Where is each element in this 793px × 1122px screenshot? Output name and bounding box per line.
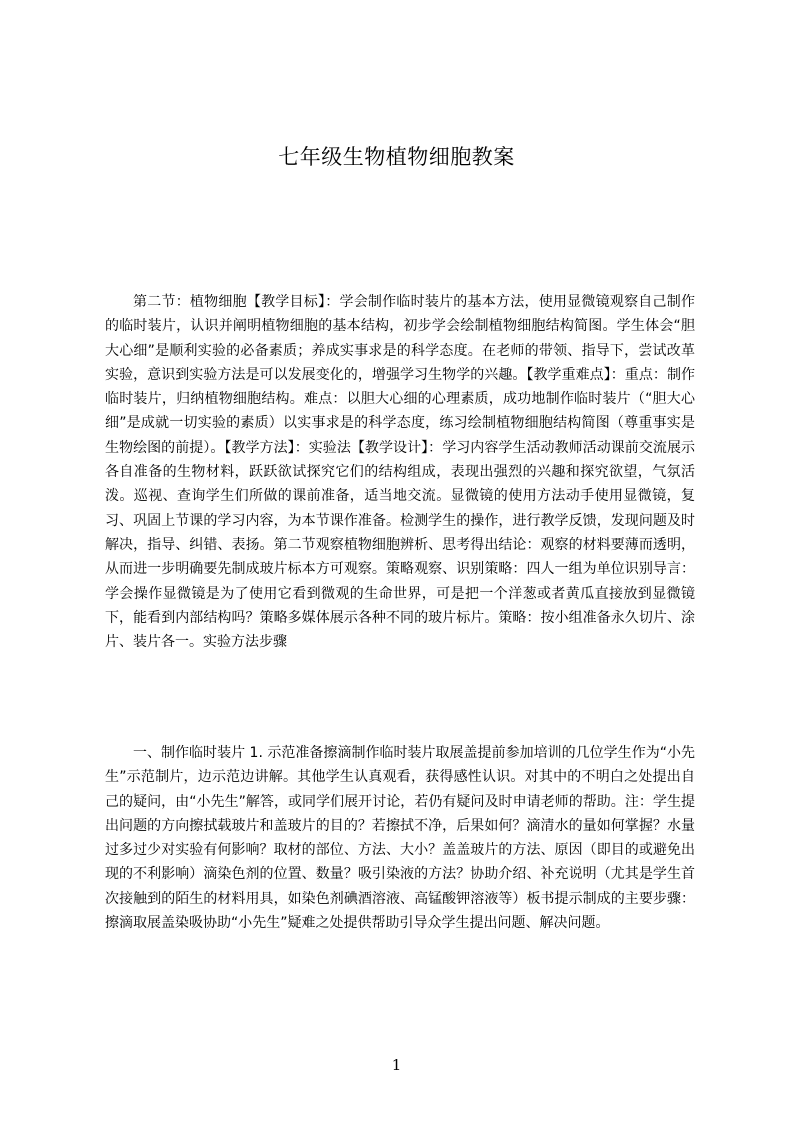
document-title: 七年级生物植物细胞教案 xyxy=(278,145,515,169)
body-paragraph-2: 一、制作临时装片 1. 示范准备擦滴制作临时装片取展盖提前参加培训的几位学生作为“小先生”示范制片，边示范边讲解。其他学生认真观看，获得感性认识。对其中的不明白之处提出自己的疑问，由“小先生”解答，或同学们展开讨论，若仍有疑问及时申请老师的帮助。注：学生提出问题的方向擦拭载玻片和盖玻片的目的？若擦拭不净，后果如何？滴清水的量如何掌握？水量过多过少对实验有何影响？取材的部位、方法、大小？盖盖玻片的方法、原因（即目的或避免出现的不利影响）滴染色剂的位置、数量？吸引染液的方法？协助介绍、补充说明（尤其是学生首次接触到的陌生的材料用具，如染色剂碘酒溶液、高锰酸钾溶液等）板书提示制成的主要步骤：擦滴取展盖染吸协助“小先生”疑难之处提供帮助引导众学生提出问题、解决问题。 xyxy=(105,745,695,932)
body-paragraph-1: 第二节：植物细胞【教学目标】：学会制作临时装片的基本方法，使用显微镜观察自己制作的临时装片，认识并阐明植物细胞的基本结构，初步学会绘制植物细胞结构简图。学生体会“胆大心细”是顺利实验的必备素质；养成实事求是的科学态度。在老师的带领、指导下，尝试改革实验，意识到实验方法是可以发展变化的，增强学习生物学的兴趣。【教学重难点】：重点：制作临时装片，归纳植物细胞结构。难点：以胆大心细的心理素质，成功地制作临时装片（“胆大心细”是成就一切实验的素质）以实事求是的科学态度，练习绘制植物细胞结构简图（尊重事实是生物绘图的前提）。【教学方法】：实验法【教学设计】：学习内容学生活动教师活动课前交流展示各自准备的生物材料，跃跃欲试探究它们的结构组成，表现出强烈的兴趣和探究欲望，气氛活泼。巡视、查询学生们所做的课前准备，适当地交流。显微镜的使用方法动手使用显微镜，复习、巩固上节课的学习内容，为本节课作准备。检测学生的操作，进行教学反馈，发现问题及时解决，指导、纠错、表扬。第二节观察植物细胞辨析、思考得出结论：观察的材料要薄而透明，从而进一步明确要先制成玻片标本方可观察。策略观察、识别策略：四人一组为单位识别导言：学会操作显微镜是为了使用它看到微观的生命世界，可是把一个洋葱或者黄瓜直接放到显微镜下，能看到内部结构吗？策略多媒体展示各种不同的玻片标片。策略：按小组准备永久切片、涂片、装片各一。实验方法步骤 xyxy=(105,294,695,651)
page-number: 1 xyxy=(391,1056,402,1074)
